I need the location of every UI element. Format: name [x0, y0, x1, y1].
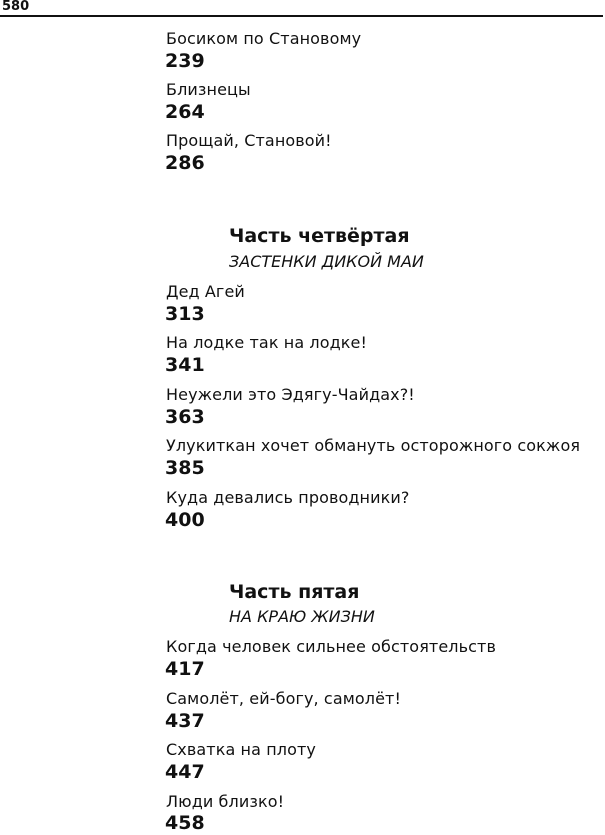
toc-entry-title: Близнецы [166, 80, 251, 99]
part-subtitle: ЗАСТЕНКИ ДИКОЙ МАИ [229, 252, 424, 271]
toc-entry-title: Когда человек сильнее обстоятельств [166, 637, 496, 656]
part-title: Часть четвёртая [229, 225, 410, 247]
toc-entry-page: 458 [165, 812, 205, 834]
toc-entry-page: 341 [165, 354, 205, 376]
toc-entry-title: Схватка на плоту [166, 740, 316, 759]
toc-entry-title: Босиком по Становому [166, 29, 362, 48]
toc-entry-page: 363 [165, 406, 205, 428]
toc-entry-title: Улукиткан хочет обмануть осторожного сокжоя [166, 436, 581, 455]
toc-entry-title: На лодке так на лодке! [166, 333, 368, 352]
toc-entry-page: 447 [165, 761, 205, 783]
toc-entry-page: 417 [165, 658, 205, 680]
part-subtitle: НА КРАЮ ЖИЗНИ [229, 607, 375, 626]
toc-entry-title: Неужели это Эдягу-Чайдах?! [166, 385, 415, 404]
toc-entry-title: Прощай, Становой! [166, 131, 332, 150]
toc-entry-title: Самолёт, ей-богу, самолёт! [166, 689, 401, 708]
toc-entry-title: Люди близко! [166, 792, 285, 811]
page-number: 580 [2, 0, 30, 14]
toc-entry-page: 400 [165, 509, 205, 531]
toc-entry-page: 313 [165, 303, 205, 325]
toc-entry-page: 385 [165, 457, 205, 479]
toc-entry-title: Дед Агей [166, 282, 245, 301]
toc-entry-page: 437 [165, 710, 205, 732]
part-title: Часть пятая [229, 581, 360, 603]
toc-entry-page: 286 [165, 152, 205, 174]
toc-entry-title: Куда девались проводники? [166, 488, 410, 507]
toc-entry-page: 239 [165, 50, 205, 72]
toc-entry-page: 264 [165, 101, 205, 123]
